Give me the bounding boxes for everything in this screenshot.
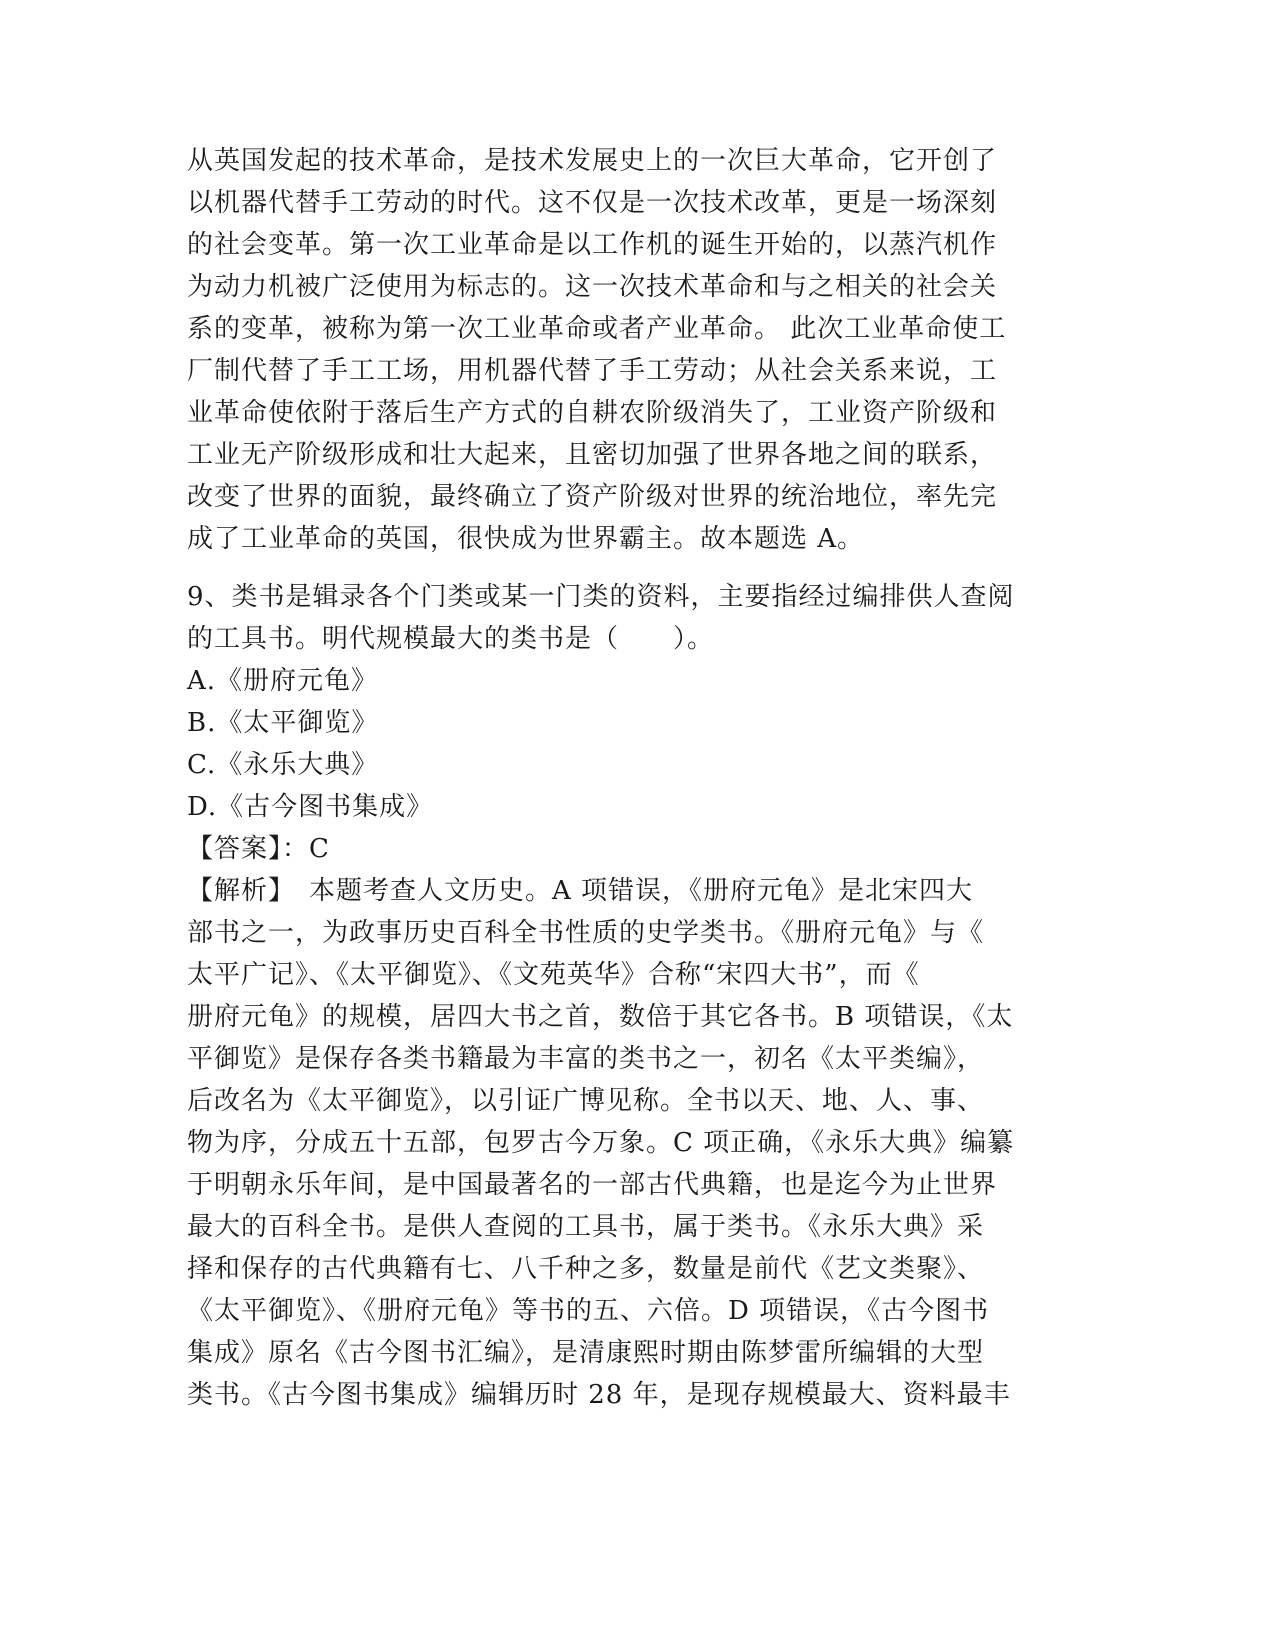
option-d: D.《古今图书集成》 (187, 792, 434, 822)
text-line: 的社会变革。第一次工业革命是以工作机的诞生开始的，以蒸汽机作 (187, 230, 998, 260)
analysis-line: 集成》原名《古今图书汇编》，是清康熙时期由陈梦雷所编辑的大型 (187, 1338, 985, 1368)
option-b: B.《太平御览》 (187, 708, 379, 738)
answer-line: 【答案】：C (187, 834, 330, 864)
analysis-line: 太平广记》、《太平御览》、《文苑英华》合称“宋四大书”，而《 (187, 960, 920, 990)
analysis-line: 《太平御览》、《册府元龟》等书的五、六倍。D 项错误，《古今图书 (187, 1296, 990, 1326)
text-line: 业革命使依附于落后生产方式的自耕农阶级消失了，工业资产阶级和 (187, 398, 998, 428)
analysis-line: 后改名为《太平御览》，以引证广博见称。全书以天、地、人、事、 (187, 1086, 985, 1116)
text-line: 成了工业革命的英国，很快成为世界霸主。故本题选 A。 (187, 524, 865, 554)
analysis-line: 平御览》是保存各类书籍最为丰富的类书之一，初名《太平类编》， (187, 1044, 985, 1074)
text-line: 系的变革，被称为第一次工业革命或者产业革命。 此次工业革命使工 (187, 314, 1007, 344)
option-c: C.《永乐大典》 (187, 750, 379, 780)
text-line: 工业无产阶级形成和壮大起来，且密切加强了世界各地之间的联系， (187, 440, 998, 470)
analysis-line: 部书之一，为政事历史百科全书性质的史学类书。《册府元龟》与《 (187, 918, 985, 948)
analysis-line: 类书。《古今图书集成》编辑历时 28 年，是现存规模最大、资料最丰 (187, 1380, 1011, 1410)
analysis-line: 于明朝永乐年间，是中国最著名的一部古代典籍，也是迄今为止世界 (187, 1170, 998, 1200)
question-stem-line: 9、类书是辑录各个门类或某一门类的资料，主要指经过编排供人查阅 (187, 582, 1015, 612)
text-line: 从英国发起的技术革命，是技术发展史上的一次巨大革命，它开创了 (187, 146, 998, 176)
analysis-line: 【解析】 本题考查人文历史。A 项错误，《册府元龟》是北宋四大 (187, 876, 974, 906)
analysis-line: 册府元龟》的规模，居四大书之首，数倍于其它各书。B 项错误，《太 (187, 1002, 1014, 1032)
analysis-line: 择和保存的古代典籍有七、八千种之多，数量是前代《艺文类聚》、 (187, 1254, 985, 1284)
text-line: 厂制代替了手工工场，用机器代替了手工劳动；从社会关系来说，工 (187, 356, 998, 386)
text-line: 为动力机被广泛使用为标志的。这一次技术革命和与之相关的社会关 (187, 272, 998, 302)
analysis-line: 物为序，分成五十五部，包罗古今万象。C 项正确，《永乐大典》编纂 (187, 1128, 1015, 1158)
text-line: 以机器代替手工劳动的时代。这不仅是一次技术改革，更是一场深刻 (187, 188, 998, 218)
question-stem-line: 的工具书。明代规模最大的类书是（ ）。 (187, 624, 715, 654)
analysis-line: 最大的百科全书。是供人查阅的工具书，属于类书。《永乐大典》采 (187, 1212, 985, 1242)
option-a: A.《册府元龟》 (187, 666, 379, 696)
text-line: 改变了世界的面貌，最终确立了资产阶级对世界的统治地位，率先完 (187, 482, 998, 512)
